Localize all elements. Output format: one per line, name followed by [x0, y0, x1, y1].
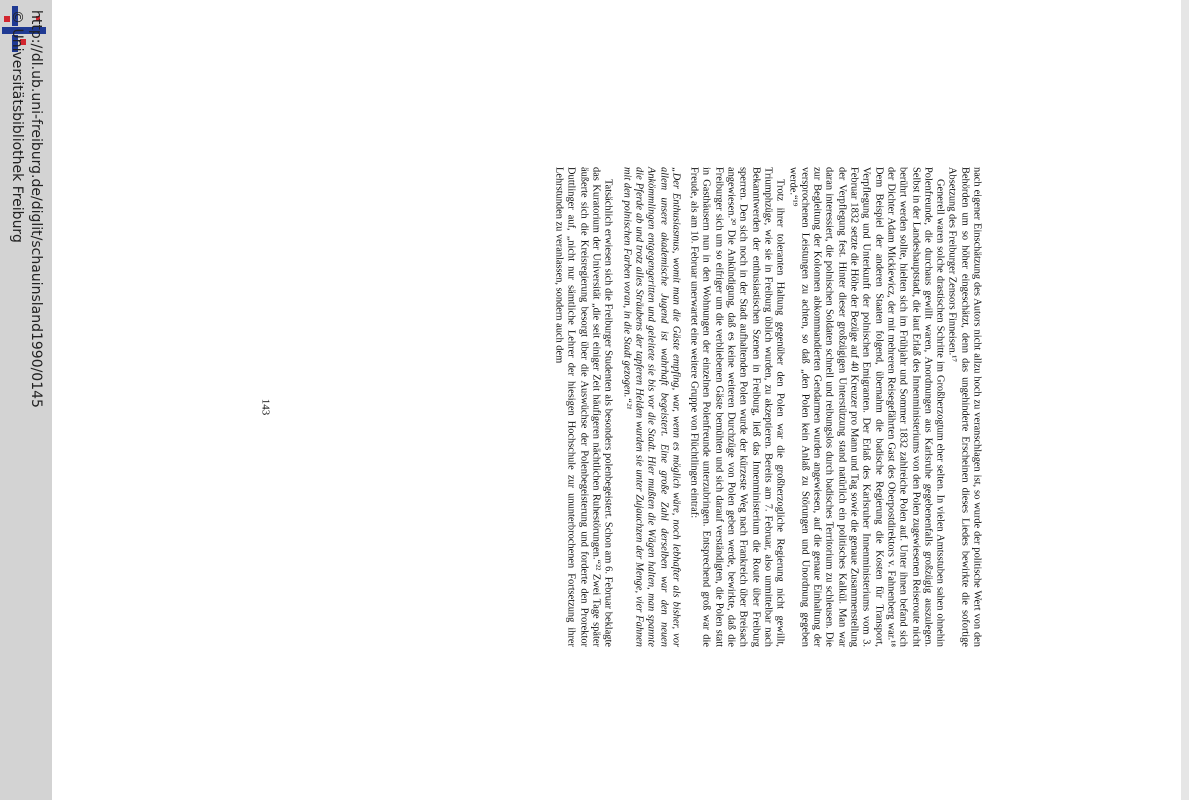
paragraph-3: Trotz ihrer toleranten Haltung gegenüber den Polen war die großherzogliche Regierung nicht gewillt, Triumphzüge, wie sie in Freiburg üblich wurden, zu akzeptieren. Bereits am 7. Februar, also unmittelbar nach Bekanntwerden der enthusiastischen Szenen in Freiburg, ließ das Innenministerium die Route über Freiburg sperren. Den sich noch in der Stadt aufhaltenden Polen wurde der kürzeste Weg nach Frankreich über Breisach angewiesen.²⁰ Die Ankündigung, daß es keine weiteren Durchzüge von Polen geben werde, bewirkte, daß die Freiburger sich um so eifriger um die verbliebenen Gäste bemühten und sich darauf verständigten, die Polen statt in Gasthäusern nun in den Wohnungen der einzelnen Polenfreunde unterzubringen. Entsprechend groß war die Freude, als am 10. Februar unerwartet eine weitere Gruppe von Flüchtlingen eintraf:: [688, 167, 786, 647]
sidebar: [0, 0, 52, 800]
right-edge-bar: [1181, 0, 1189, 800]
paragraph-2: Generell waren solche drastischen Schritte im Großherzogtum eher selten. In vielen Amtsstuben sahen ohnehin Polenfreunde, die durchaus gewillt waren, Anordnungen aus Karlsruhe gegebenenfalls großzügig auszulegen. Selbst in der Landeshauptstadt, die laut Erlaß des Innenministeriums von den Polen zugewiesenen Reiseroute nicht berührt werden sollte, hielten sich im Frühjahr und Sommer 1832 zahlreiche Polen auf. Unter ihnen befand sich der Dichter Adam Mickiewicz, der mit mehreren Reisegefährten Gast des Oberpostdirektors v. Fahnenberg war.¹⁸ Dem Beispiel der anderen Staaten folgend, übernahm die badische Regierung die Kosten für Transport, Verpflegung und Unterkunft der polnischen Emigranten. Der Erlaß des Karlsruher Innenministeriums vom 3. Februar 1832 setzte die Höhe der Bezüge auf 40 Kreuzer pro Mann und Tag sowie die genaue Zusammenstellung der Verpflegung fest. Hinter dieser großzügigen Unterstützung stand natürlich ein politisches Kalkül. Man war daran interessiert, die polnischen Soldaten schnell und reibungslos durch badisches Territorium zu schleusen. Die zur Begleitung der Kolonnen abkommandierten Gendarmen wurden angewiesen, auf die genaue Einhaltung der versprochenen Leistungen zu achten, so daß „den Polen kein Anlaß zu Störungen und Unordnung gegeben werde.“¹⁹: [787, 167, 946, 647]
closing-paragraph: Tatsächlich erwiesen sich die Freiburger Studenten als besonders polenbegeistert. Schon am 6. Februar beklagte das Kuratorium der Universität „die seit einiger Zeit häufigeren nächtlichen Ruhestörungen.“²² Zwei Tage später äußerte sich die Kreisregierung besorgt über die Auswüchse der Polenbegeisterung und forderte den Prorektor Duttlinger auf, „nicht nur sämtliche Lehrer der hiesigen Hochschule zur ununterbrochenen Fortsetzung ihrer Lehrstunden zu veranlassen, sondern auch dem: [553, 167, 614, 647]
scanned-page: [258, 167, 983, 647]
quote-block: „Der Enthusiasmus, womit man die Gäste empfing, war, wenn es möglich wäre, noch lebhafter als bisher, vor allem unsere akademische Jugend ist wahrhaft begeistert. Eine große Zahl derselben war den neuen Ankömmlingen entgegengeritten und geleitete sie bis vor die Stadt. Hier mußten die Wägen halten, man spannte die Pferde ab und trotz alles Sträubens der tapferen Helden wurden sie unter Zujauchzen der Menge, vier Fahnen mit den polnischen Farben voran, in die Stadt gezogen.“²¹: [621, 167, 682, 647]
page-body: [258, 167, 983, 647]
source-url[interactable]: http://dl.ub.uni-freiburg.de/diglit/schauinsland1990/0145: [28, 10, 44, 408]
copyright-notice: © Universitätsbibliothek Freiburg: [9, 10, 25, 243]
sidebar-caption: [7, 10, 45, 790]
page-number: 143: [259, 398, 272, 416]
paragraph-1: nach eigener Einschätzung des Autors nicht allzu hoch zu veranschlagen ist, so wurde der politische Wert von den Behörden um so höher eingeschätzt, denn das ungehinderte Erscheinen dieses Liedes bewirkte die sofortige Absetzung des Freiburger Zensors Finneisen.¹⁷: [946, 167, 983, 647]
